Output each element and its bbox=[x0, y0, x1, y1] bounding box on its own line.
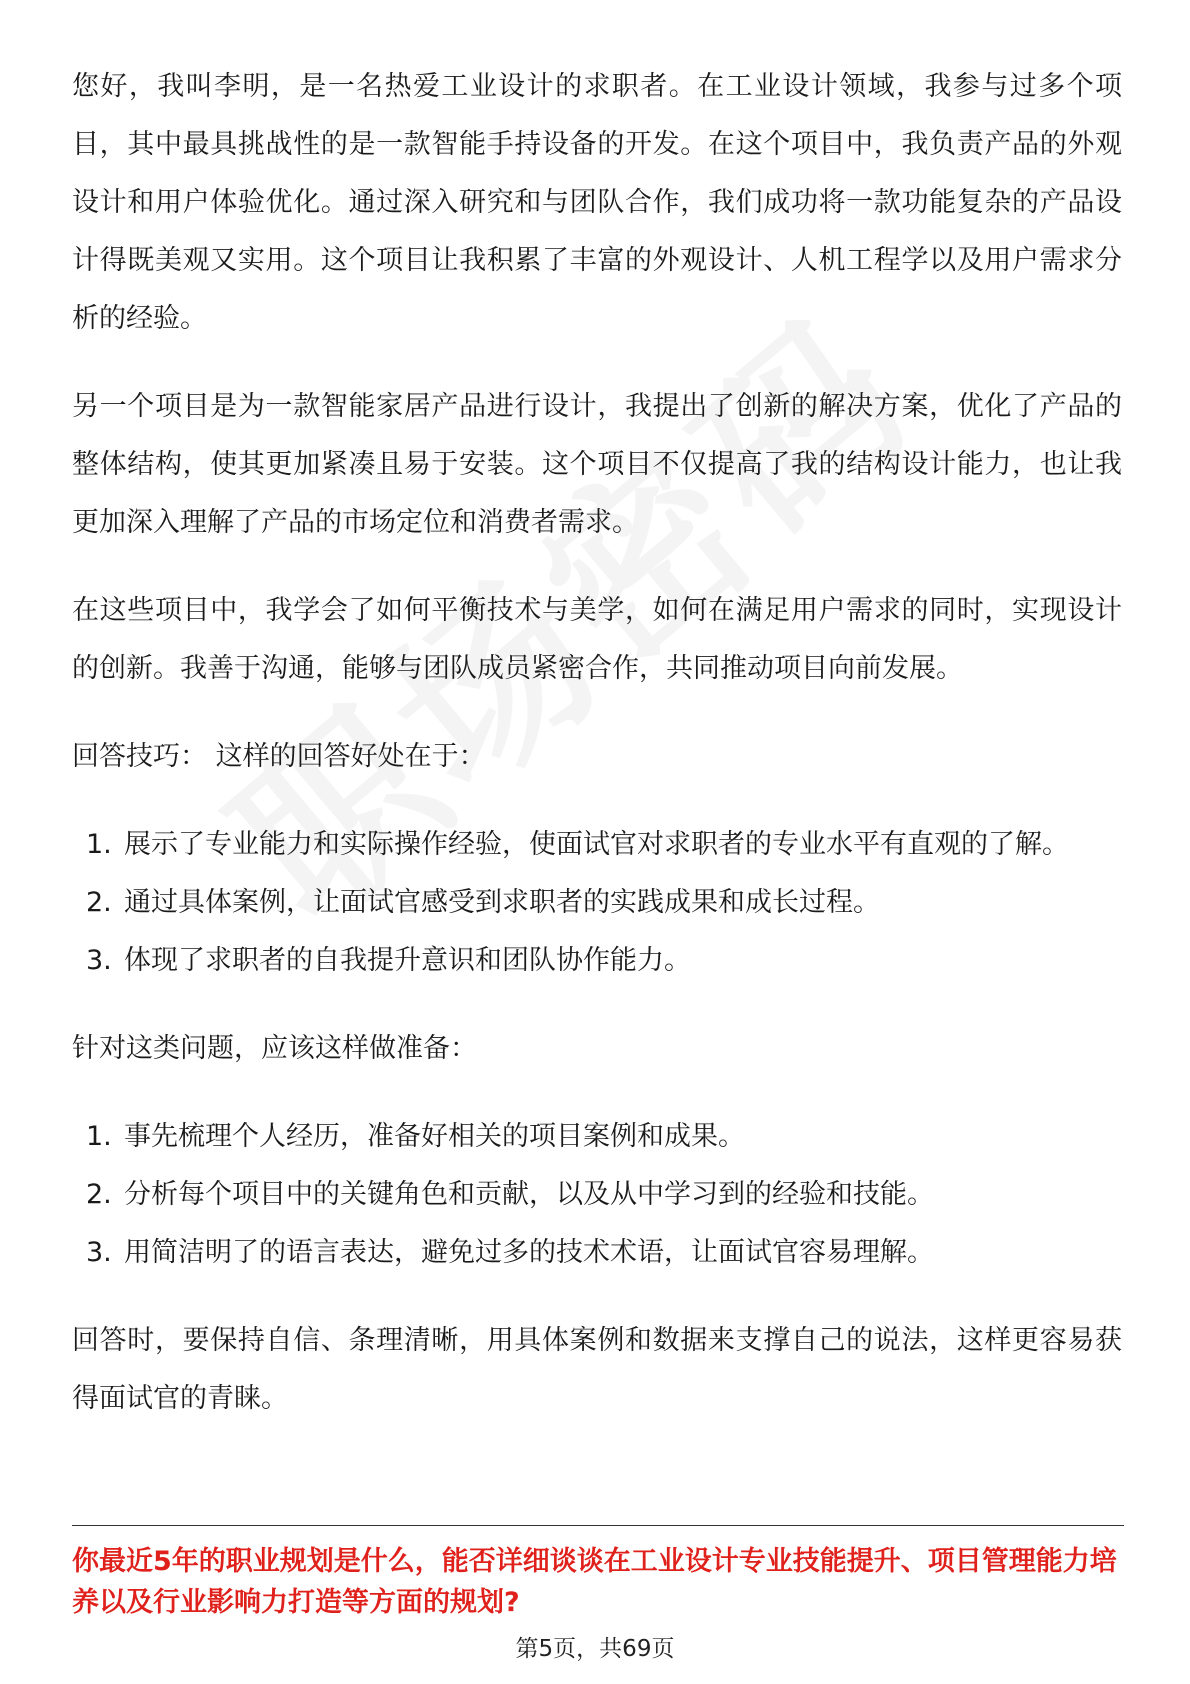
list-number: 3. bbox=[86, 1237, 112, 1268]
list-item-text: 展示了专业能力和实际操作经验，使面试官对求职者的专业水平有直观的了解。 bbox=[124, 829, 1069, 860]
list-number: 2. bbox=[86, 887, 112, 918]
document-body bbox=[72, 58, 1122, 1458]
list-item bbox=[72, 932, 1122, 990]
list-item bbox=[72, 1108, 1122, 1166]
list-item-text: 用简洁明了的语言表达，避免过多的技术术语，让面试官容易理解。 bbox=[124, 1237, 934, 1268]
answer-paragraph-3: 在这些项目中，我学会了如何平衡技术与美学，如何在满足用户需求的同时，实现设计的创新。我善于沟通，能够与团队成员紧密合作，共同推动项目向前发展。 bbox=[72, 595, 1122, 684]
tips-list bbox=[72, 816, 1122, 990]
answer-paragraph-2: 另一个项目是为一款智能家居产品进行设计，我提出了创新的解决方案，优化了产品的整体结构，使其更加紧凑且易于安装。这个项目不仅提高了我的结构设计能力，也让我更加深入理解了产品的市场定位和消费者需求。 bbox=[72, 391, 1122, 538]
list-item bbox=[72, 1166, 1122, 1224]
closing-paragraph: 回答时，要保持自信、条理清晰，用具体案例和数据来支撑自己的说法，这样更容易获得面试官的青睐。 bbox=[72, 1325, 1122, 1414]
next-question: 你最近5年的职业规划是什么，能否详细谈谈在工业设计专业技能提升、项目管理能力培养以及行业影响力打造等方面的规划? bbox=[72, 1546, 1117, 1618]
list-item-text: 事先梳理个人经历，准备好相关的项目案例和成果。 bbox=[124, 1121, 745, 1152]
list-item-text: 分析每个项目中的关键角色和贡献，以及从中学习到的经验和技能。 bbox=[124, 1179, 934, 1210]
list-item bbox=[72, 816, 1122, 874]
answer-paragraph-1: 您好，我叫李明，是一名热爱工业设计的求职者。在工业设计领域，我参与过多个项目，其中最具挑战性的是一款智能手持设备的开发。在这个项目中，我负责产品的外观设计和用户体验优化。通过深入研究和与团队合作，我们成功将一款功能复杂的产品设计得既美观又实用。这个项目让我积累了丰富的外观设计、人机工程学以及用户需求分析的经验。 bbox=[72, 71, 1122, 334]
list-number: 1. bbox=[86, 1121, 112, 1152]
list-item bbox=[72, 874, 1122, 932]
list-number: 3. bbox=[86, 945, 112, 976]
list-item-text: 通过具体案例，让面试官感受到求职者的实践成果和成长过程。 bbox=[124, 887, 880, 918]
list-number: 2. bbox=[86, 1179, 112, 1210]
tips-heading: 回答技巧： 这样的回答好处在于： bbox=[72, 741, 486, 772]
prep-list bbox=[72, 1108, 1122, 1282]
list-item-text: 体现了求职者的自我提升意识和团队协作能力。 bbox=[124, 945, 691, 976]
list-item bbox=[72, 1224, 1122, 1282]
prep-heading: 针对这类问题，应该这样做准备： bbox=[72, 1033, 477, 1064]
section-divider bbox=[72, 1525, 1124, 1526]
list-number: 1. bbox=[86, 829, 112, 860]
page-footer: 第5页，共69页 bbox=[515, 1636, 675, 1662]
